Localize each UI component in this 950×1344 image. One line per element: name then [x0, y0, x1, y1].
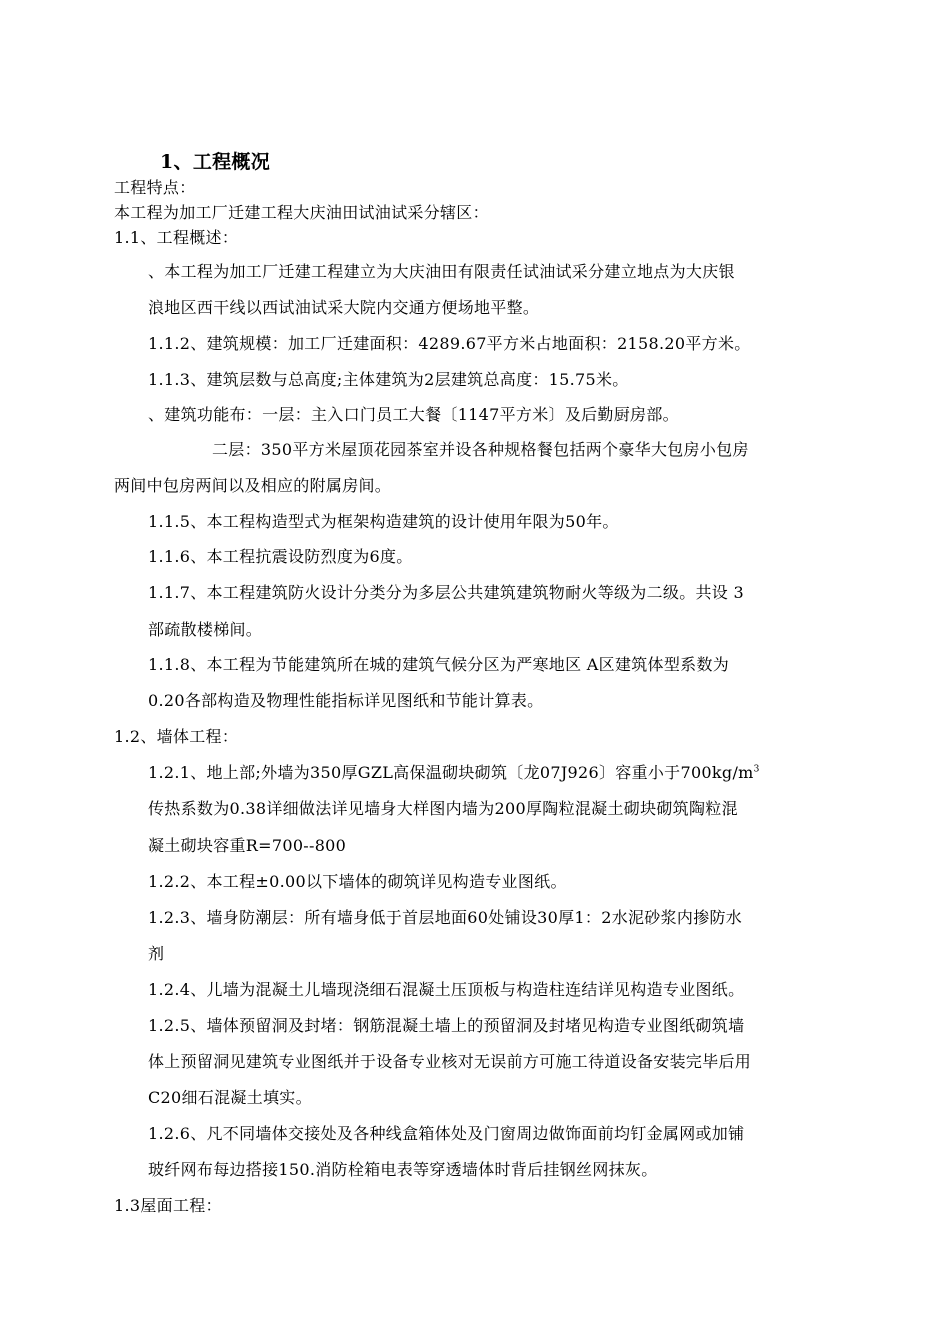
text-line: 工程特点：: [114, 178, 196, 197]
superscript: 3: [753, 764, 760, 775]
text-line: 传热系数为0.38详细做法详见墙身大样图内墙为200厚陶粒混凝土砌块砌筑陶粒混: [148, 799, 738, 818]
text-line: 体上预留洞见建筑专业图纸并于设备专业核对无误前方可施工待道设备安装完毕后用: [148, 1052, 752, 1071]
text-line: 1.1、工程概述：: [114, 228, 239, 247]
text-line: 1.1.3、建筑层数与总高度;主体建筑为2层建筑总高度：15.75米。: [148, 370, 629, 389]
text-line: 、建筑功能布：一层：主入口门员工大餐〔1147平方米〕及后勤厨房部。: [148, 405, 679, 424]
text-line: 两间中包房两间以及相应的附属房间。: [114, 476, 392, 495]
text-line: 凝土砌块容重R=700--800: [148, 836, 347, 855]
text-line: 二层：350平方米屋顶花园茶室并设各种规格餐包括两个豪华大包房小包房: [212, 440, 749, 459]
text-line: 1.2.6、凡不同墙体交接处及各种线盒箱体处及门窗周边做饰面前均钉金属网或加铺: [148, 1124, 745, 1143]
text-line: 1.2.2、本工程±0.00以下墙体的砌筑详见构造专业图纸。: [148, 872, 567, 891]
text-line: 1.1.6、本工程抗震设防烈度为6度。: [148, 547, 413, 566]
text-line: 本工程为加工厂迁建工程大庆油田试油试采分辖区：: [114, 203, 489, 222]
text-line: [148, 763, 760, 783]
text-line: 0.20各部构造及物理性能指标详见图纸和节能计算表。: [148, 691, 544, 710]
text-line: 剂: [148, 944, 165, 963]
text-line: 1.2.4、儿墙为混凝土儿墙现浇细石混凝土压顶板与构造柱连结详见构造专业图纸。: [148, 980, 745, 999]
text-line: 1.2、墙体工程：: [114, 727, 239, 746]
text-line: 1.2.5、墙体预留洞及封堵：钢筋混凝土墙上的预留洞及封堵见构造专业图纸砌筑墙: [148, 1016, 745, 1035]
text-line: 1.3屋面工程：: [114, 1196, 222, 1215]
text-line: 1.1.8、本工程为节能建筑所在城的建筑气候分区为严寒地区 A区建筑体型系数为: [148, 655, 730, 674]
text-line: 浪地区西干线以西试油试采大院内交通方便场地平整。: [148, 298, 540, 317]
section-heading: 1、工程概况: [160, 151, 271, 173]
text-line: 玻纤网布每边搭接150.消防栓箱电表等穿透墙体时背后挂钢丝网抹灰。: [148, 1160, 658, 1179]
text-line: 部疏散楼梯间。: [148, 620, 263, 639]
text-line: 1.1.2、建筑规模：加工厂迁建面积：4289.67平方米占地面积：2158.20平方米。: [148, 334, 751, 353]
text-line: C20细石混凝土填实。: [148, 1088, 312, 1107]
text-line: 1.1.5、本工程构造型式为框架构造建筑的设计使用年限为50年。: [148, 512, 619, 531]
text-line: 、本工程为加工厂迁建工程建立为大庆油田有限责任试油试采分建立地点为大庆银: [148, 262, 735, 281]
text-line: 1.1.7、本工程建筑防火设计分类分为多层公共建筑建筑物耐火等级为二级。共设 3: [148, 583, 744, 602]
text-line: 1.2.3、墙身防潮层：所有墙身低于首层地面60处铺设30厚1：2水泥砂浆内掺防水: [148, 908, 743, 927]
text-line-body: 1.2.1、地上部;外墙为350厚GZL高保温砌块砌筑〔龙07J926〕容重小于700kg/m: [148, 763, 754, 782]
